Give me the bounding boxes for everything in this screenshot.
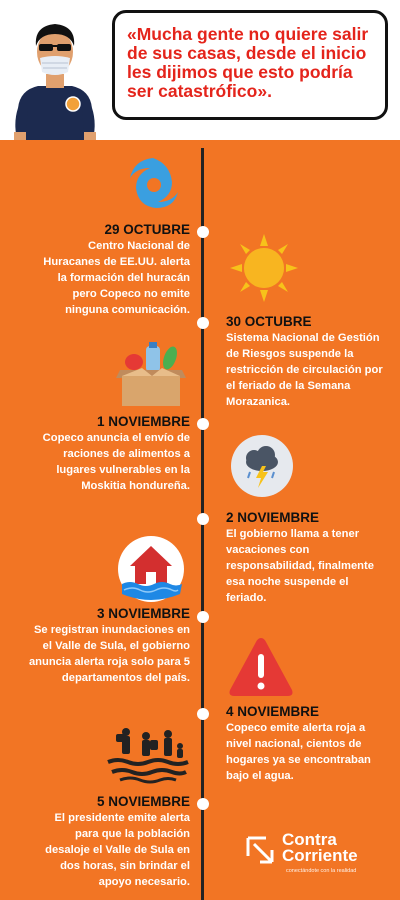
flooded-house-icon	[116, 534, 186, 604]
event-text: El gobierno llama a tener vacaciones con responsabilidad, finalmente esa noche suspende el feriado.	[226, 528, 374, 604]
logo-tagline: conectándote con la realidad	[286, 868, 357, 874]
event-date: 3 NOVIEMBRE	[96, 606, 190, 621]
food-box-icon	[112, 340, 190, 408]
timeline-dot	[197, 317, 209, 329]
quote-text: «Mucha gente no quiere salir de sus casas, desde el inicio les dijimos que esto podría ser catastrófico».	[127, 24, 369, 101]
event-text: Sistema Nacional de Gestión de Riesgos suspende la restricción de circulación por el feriado de la Semana Morazanica.	[226, 332, 383, 408]
timeline-event	[226, 314, 384, 410]
logo-line2: Corriente	[282, 846, 358, 865]
timeline-dot	[197, 708, 209, 720]
logo-line1: Contra	[282, 830, 337, 849]
event-text: Centro Nacional de Huracanes de EE.UU. alerta la formación del huracán pero Copeco no emite ninguna comunicación.	[43, 240, 190, 316]
quote-box	[112, 10, 388, 120]
event-date: 2 NOVIEMBRE	[226, 510, 320, 525]
logo-wordmark	[282, 832, 358, 864]
logo-arrow-icon	[246, 836, 278, 868]
person-illustration	[10, 8, 100, 140]
hurricane-icon	[120, 152, 186, 218]
event-text: Copeco emite alerta roja a nivel nacional, cientos de hogares ya se encontraban bajo el agua.	[226, 722, 371, 782]
timeline-event	[36, 222, 190, 318]
storm-cloud-icon	[230, 434, 294, 498]
sun-icon	[228, 232, 300, 304]
event-date: 29 OCTUBRE	[104, 222, 190, 237]
event-date: 1 NOVIEMBRE	[96, 414, 190, 429]
event-date: 30 OCTUBRE	[226, 314, 312, 329]
event-date: 5 NOVIEMBRE	[96, 794, 190, 809]
timeline-event	[36, 414, 190, 494]
event-text: Se registran inundaciones en el Valle de Sula, el gobierno anuncia alerta roja solo para 5 departamentos del país.	[28, 624, 190, 684]
contracorriente-logo	[246, 832, 391, 882]
header	[0, 0, 400, 140]
timeline-event	[28, 606, 190, 686]
timeline-event	[226, 510, 384, 606]
event-text: El presidente emite alerta para que la población desaloje el Valle de Sula en dos horas, sin brindar el apoyo necesario.	[45, 812, 190, 888]
evacuation-icon	[106, 722, 190, 784]
timeline-event	[226, 704, 384, 784]
timeline-dot	[197, 798, 209, 810]
timeline-dot	[197, 513, 209, 525]
event-text: Copeco anuncia el envío de raciones de alimentos a lugares vulnerables en la Moskitia hondureña.	[42, 432, 190, 492]
timeline-dot	[197, 611, 209, 623]
timeline-dot	[197, 226, 209, 238]
timeline-dot	[197, 418, 209, 430]
alert-triangle-icon	[226, 634, 296, 700]
event-date: 4 NOVIEMBRE	[226, 704, 320, 719]
timeline-event	[28, 794, 190, 890]
